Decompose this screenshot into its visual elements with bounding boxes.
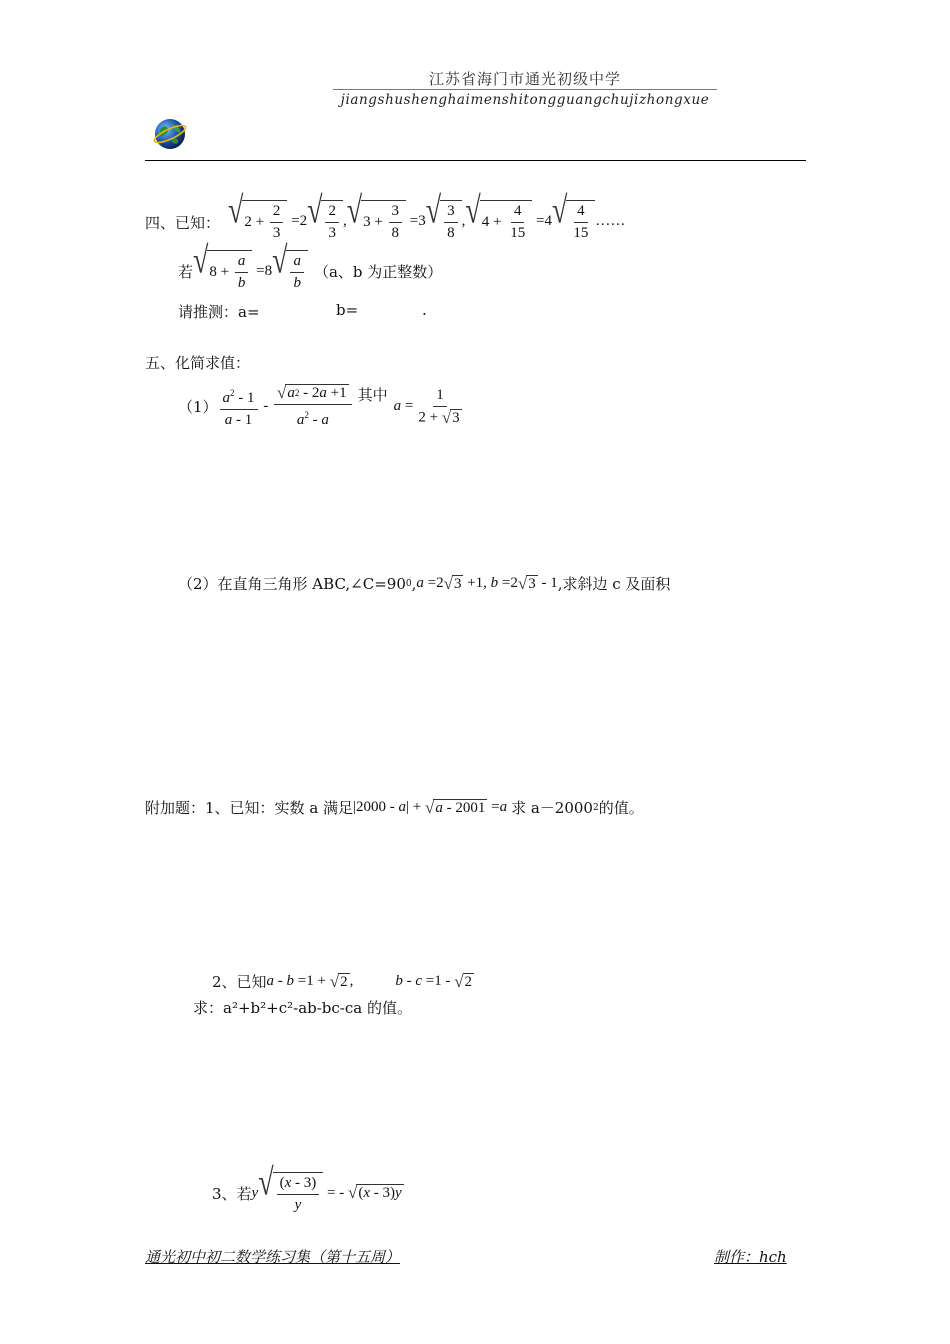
extra-q2-equations: a - b =1 + √ 2 , b - c =1 - √ 2 [266,971,473,991]
q4-label: 四、已知： [145,214,221,232]
q5-label: 五、化简求值： [145,354,251,372]
extra-q2-ask: 求：a²+b²+c²-ab-bc-ca 的值。 [193,999,412,1017]
q4-term-c-right: √ $\frac{4}{15}$ [552,200,595,242]
q4-condition: （a、b 为正整数） [313,262,443,281]
q4-term-b-right: √ $\frac{3}{8}$ [426,200,462,242]
q4-term-c-left: √ 4 + $\frac{4}{15}$ [465,200,532,242]
q4-condition-line: 若 √ 8 + $\frac{a}{b}$ = 8 √ $\frac{a}{b}$ （a、b 为正整数） [178,239,443,291]
extra-q1: 附加题：1、已知：实数 a 满足 |2000 - a | + √ a - 2001 = a 求 a－2000 2 的值。 [145,797,644,817]
q4-ellipsis: …… [595,212,626,229]
q4-if-right: √ $\frac{a}{b}$ [272,250,308,292]
q4-if-left: √ 8 + $\frac{a}{b}$ [193,250,252,292]
extra-q3-equation: y √ $\frac{(x - 3)}{y}$ = - √ ( x - 3) y [251,1161,402,1213]
header-school-pinyin: jiangshushenghaimenshitongguangchujizhongxue [340,92,710,108]
q5-part1: （1） $\frac{a^2 - 1}{a - 1}$ - √ a 2 - 2 a +1 $a^2$ - a 其中 a = 1 2 + √ 3 [178,384,467,429]
header-rule [145,160,806,161]
header-divider [333,89,717,90]
q5-p1-frac-2: √ a 2 - 2 a +1 $a^2$ - a [274,384,352,429]
q4-term-a-right: √ $\frac{2}{3}$ [307,200,343,242]
extra-q1-equation: |2000 - a | + √ a - 2001 = a [353,797,508,817]
q5-p2-values: a =2 √ 3 +1, b =2 √ 3 - 1 [416,573,558,593]
q5-p1-frac-1: $\frac{a^2 - 1}{a - 1}$ [220,385,258,429]
extra-q3: 3、若 y √ $\frac{(x - 3)}{y}$ = - √ ( x - 3) y [212,1161,402,1213]
extra-q2: 2、已知 a - b =1 + √ 2 , b - c =1 - √ 2 [212,971,473,991]
q4-term-a-left: √ 2 + $\frac{2}{3}$ [228,200,287,242]
q4-term-b-left: √ 3 + $\frac{3}{8}$ [347,200,406,242]
globe-logo-icon [152,116,188,152]
q5-p1-where: 其中 [357,386,388,404]
q4-sequence: √ 2 + $\frac{2}{3}$ = 2 √ $\frac{2}{3}$ , √ 3 + $\frac{3}{8}$ = 3 √ $\frac{3}{8}$ , √ 4 + $\frac{4}{15}$ = 4 √ $\frac{4}{15}$ …… [228,189,626,241]
q5-p1-value: a = 1 2 + √ 3 [393,386,460,427]
footer-title: 通光初中初二数学练习集（第十五周） [145,1248,401,1266]
footer-author: 制作：hch [714,1248,787,1266]
q5-part2: （2）在直角三角形 ABC,∠C=90 0 , a =2 √ 3 +1, b =2 √ 3 - 1 ,求斜边 c 及面积 [178,573,671,593]
q4-guess-a: 请推测：a= [178,303,260,321]
q4-guess-b: b= [336,301,359,319]
q4-period: . [422,301,427,319]
header-school-name: 江苏省海门市通光初级中学 [428,70,621,88]
